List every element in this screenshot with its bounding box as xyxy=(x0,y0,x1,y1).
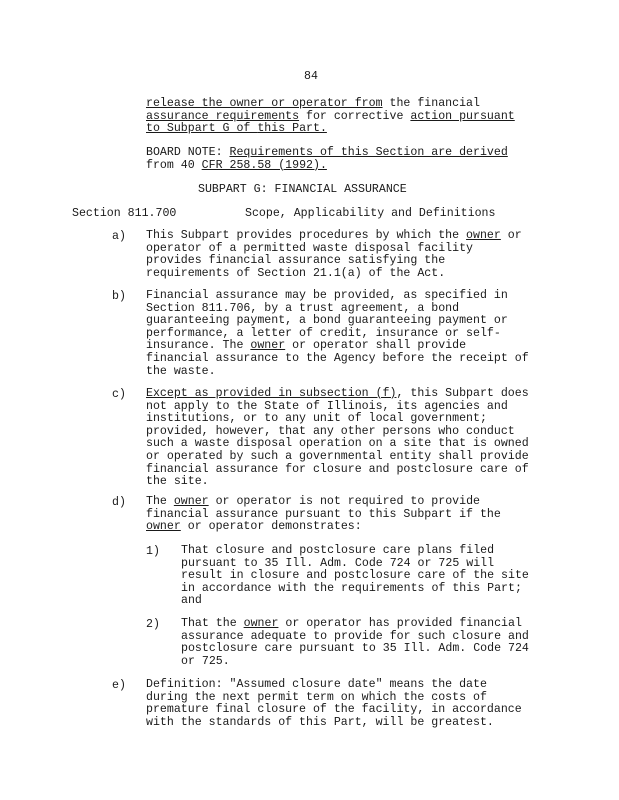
text-run: institutions, or to any unit of local government; xyxy=(146,412,487,426)
text-run: result in closure and postclosure care of the site xyxy=(181,569,529,583)
text-run: or 725. xyxy=(181,654,230,668)
text-run: , this Subpart does xyxy=(396,387,529,400)
section-title: Scope, Applicability and Definitions xyxy=(245,207,496,220)
paragraph-e-text xyxy=(146,679,522,729)
text-line xyxy=(146,366,529,379)
underlined-text: CFR 258.58 (1992). xyxy=(201,158,327,172)
paragraph-b-marker: b) xyxy=(112,290,126,303)
sub-item-1-marker: 1) xyxy=(146,545,160,558)
text-run: or operated by such a governmental entity shall provide xyxy=(146,449,529,463)
text-run: in accordance with the requirements of this Part; xyxy=(181,581,522,595)
section-number: Section 811.700 xyxy=(72,207,177,220)
underlined-text: owner xyxy=(146,520,181,534)
text-run: This Subpart provides procedures by which the xyxy=(146,229,467,242)
text-run: postclosure care pursuant to 35 Ill. Adm. Code 724 xyxy=(181,642,529,656)
text-line xyxy=(181,583,529,596)
text-run: That closure and postclosure care plans filed xyxy=(181,544,495,557)
text-run: premature final closure of the facility, in accordance xyxy=(146,703,522,717)
text-line xyxy=(181,656,529,669)
text-run: assurance adequate to provide for such closure and xyxy=(181,629,529,643)
page-number: 84 xyxy=(304,70,318,83)
text-line xyxy=(146,717,522,730)
paragraph-d-text xyxy=(146,496,501,534)
text-line xyxy=(146,123,515,136)
text-run: financial assurance for closure and postclosure care of xyxy=(146,462,529,476)
paragraph-b-text xyxy=(146,290,529,378)
underlined-text: Requirements of this Section are derived xyxy=(229,146,508,159)
text-run: Financial assurance may be provided, as specified in xyxy=(146,289,508,302)
text-run: guaranteeing payment, a bond guaranteeing payment or xyxy=(146,314,508,328)
sub-item-2-marker: 2) xyxy=(146,618,160,631)
text-run: performance, a letter of credit, insurance or self- xyxy=(146,326,501,340)
text-run: financial assurance pursuant to this Subpart if the xyxy=(146,507,501,521)
text-run: The xyxy=(146,495,174,508)
subpart-heading: SUBPART G: FINANCIAL ASSURANCE xyxy=(198,183,407,196)
text-run: for corrective xyxy=(299,109,411,123)
text-line xyxy=(146,268,522,281)
text-run: financial assurance to the Agency before the receipt of xyxy=(146,351,529,365)
text-line xyxy=(146,521,501,534)
underlined-text: owner xyxy=(466,229,501,242)
underlined-text: release the owner or operator from xyxy=(146,97,383,110)
text-run: the site. xyxy=(146,475,209,489)
text-line xyxy=(181,643,529,656)
paragraph-d-marker: d) xyxy=(112,496,126,509)
paragraph-c-marker: c) xyxy=(112,388,126,401)
paragraph-c-text xyxy=(146,388,529,489)
intro-block xyxy=(146,98,515,136)
text-run: from 40 xyxy=(146,158,202,172)
underlined-text: action pursuant xyxy=(410,109,515,123)
text-run: operator of a permitted waste disposal facility xyxy=(146,241,473,255)
text-run: or operator demonstrates: xyxy=(180,520,362,534)
text-run: not apply to the State of Illinois, its agencies and xyxy=(146,399,508,413)
text-run: insurance. The xyxy=(146,339,251,353)
underlined-text: this Part. xyxy=(257,122,327,136)
underlined-text: to Subpart G of xyxy=(146,122,258,136)
underlined-text: owner xyxy=(173,495,209,508)
sub-item-1-text xyxy=(181,545,529,608)
text-run: pursuant to 35 Ill. Adm. Code 724 or 725 will xyxy=(181,556,495,570)
text-run: Definition: "Assumed closure date" means the date xyxy=(146,678,487,691)
text-run: Section 811.706, by a trust agreement, a bond xyxy=(146,301,460,315)
text-run: and xyxy=(181,594,202,608)
text-run: or xyxy=(500,229,522,242)
text-run: BOARD NOTE: xyxy=(146,146,230,159)
text-run: or operator has provided financial xyxy=(278,617,522,630)
text-run: or operator shall provide xyxy=(285,339,467,353)
text-run: provided, however, that any other persons who conduct xyxy=(146,424,515,438)
text-run: such a waste disposal operation on a site that is owned xyxy=(146,437,529,451)
text-run: the waste. xyxy=(146,364,216,378)
text-run: requirements of Section 21.1(a) of the Act. xyxy=(146,266,446,280)
paragraph-e-marker: e) xyxy=(112,679,126,692)
text-run: the financial xyxy=(382,97,480,110)
text-run: during the next permit term on which the costs of xyxy=(146,690,487,704)
text-line xyxy=(181,595,529,608)
text-line xyxy=(146,476,529,489)
paragraph-a-text xyxy=(146,230,522,280)
text-run: That the xyxy=(181,617,244,630)
board-note xyxy=(146,147,508,172)
text-run: or operator is not required to provide xyxy=(208,495,480,508)
paragraph-a-marker: a) xyxy=(112,230,126,243)
underlined-text: owner xyxy=(243,617,279,630)
text-run: with the standards of this Part, will be greatest. xyxy=(146,715,494,729)
underlined-text: Except as provided in subsection (f) xyxy=(146,387,397,400)
text-line xyxy=(146,160,508,173)
text-run: provides financial assurance satisfying the xyxy=(146,254,446,268)
underlined-text: assurance requirements xyxy=(146,109,300,123)
sub-item-2-text xyxy=(181,618,529,668)
underlined-text: owner xyxy=(250,339,286,353)
